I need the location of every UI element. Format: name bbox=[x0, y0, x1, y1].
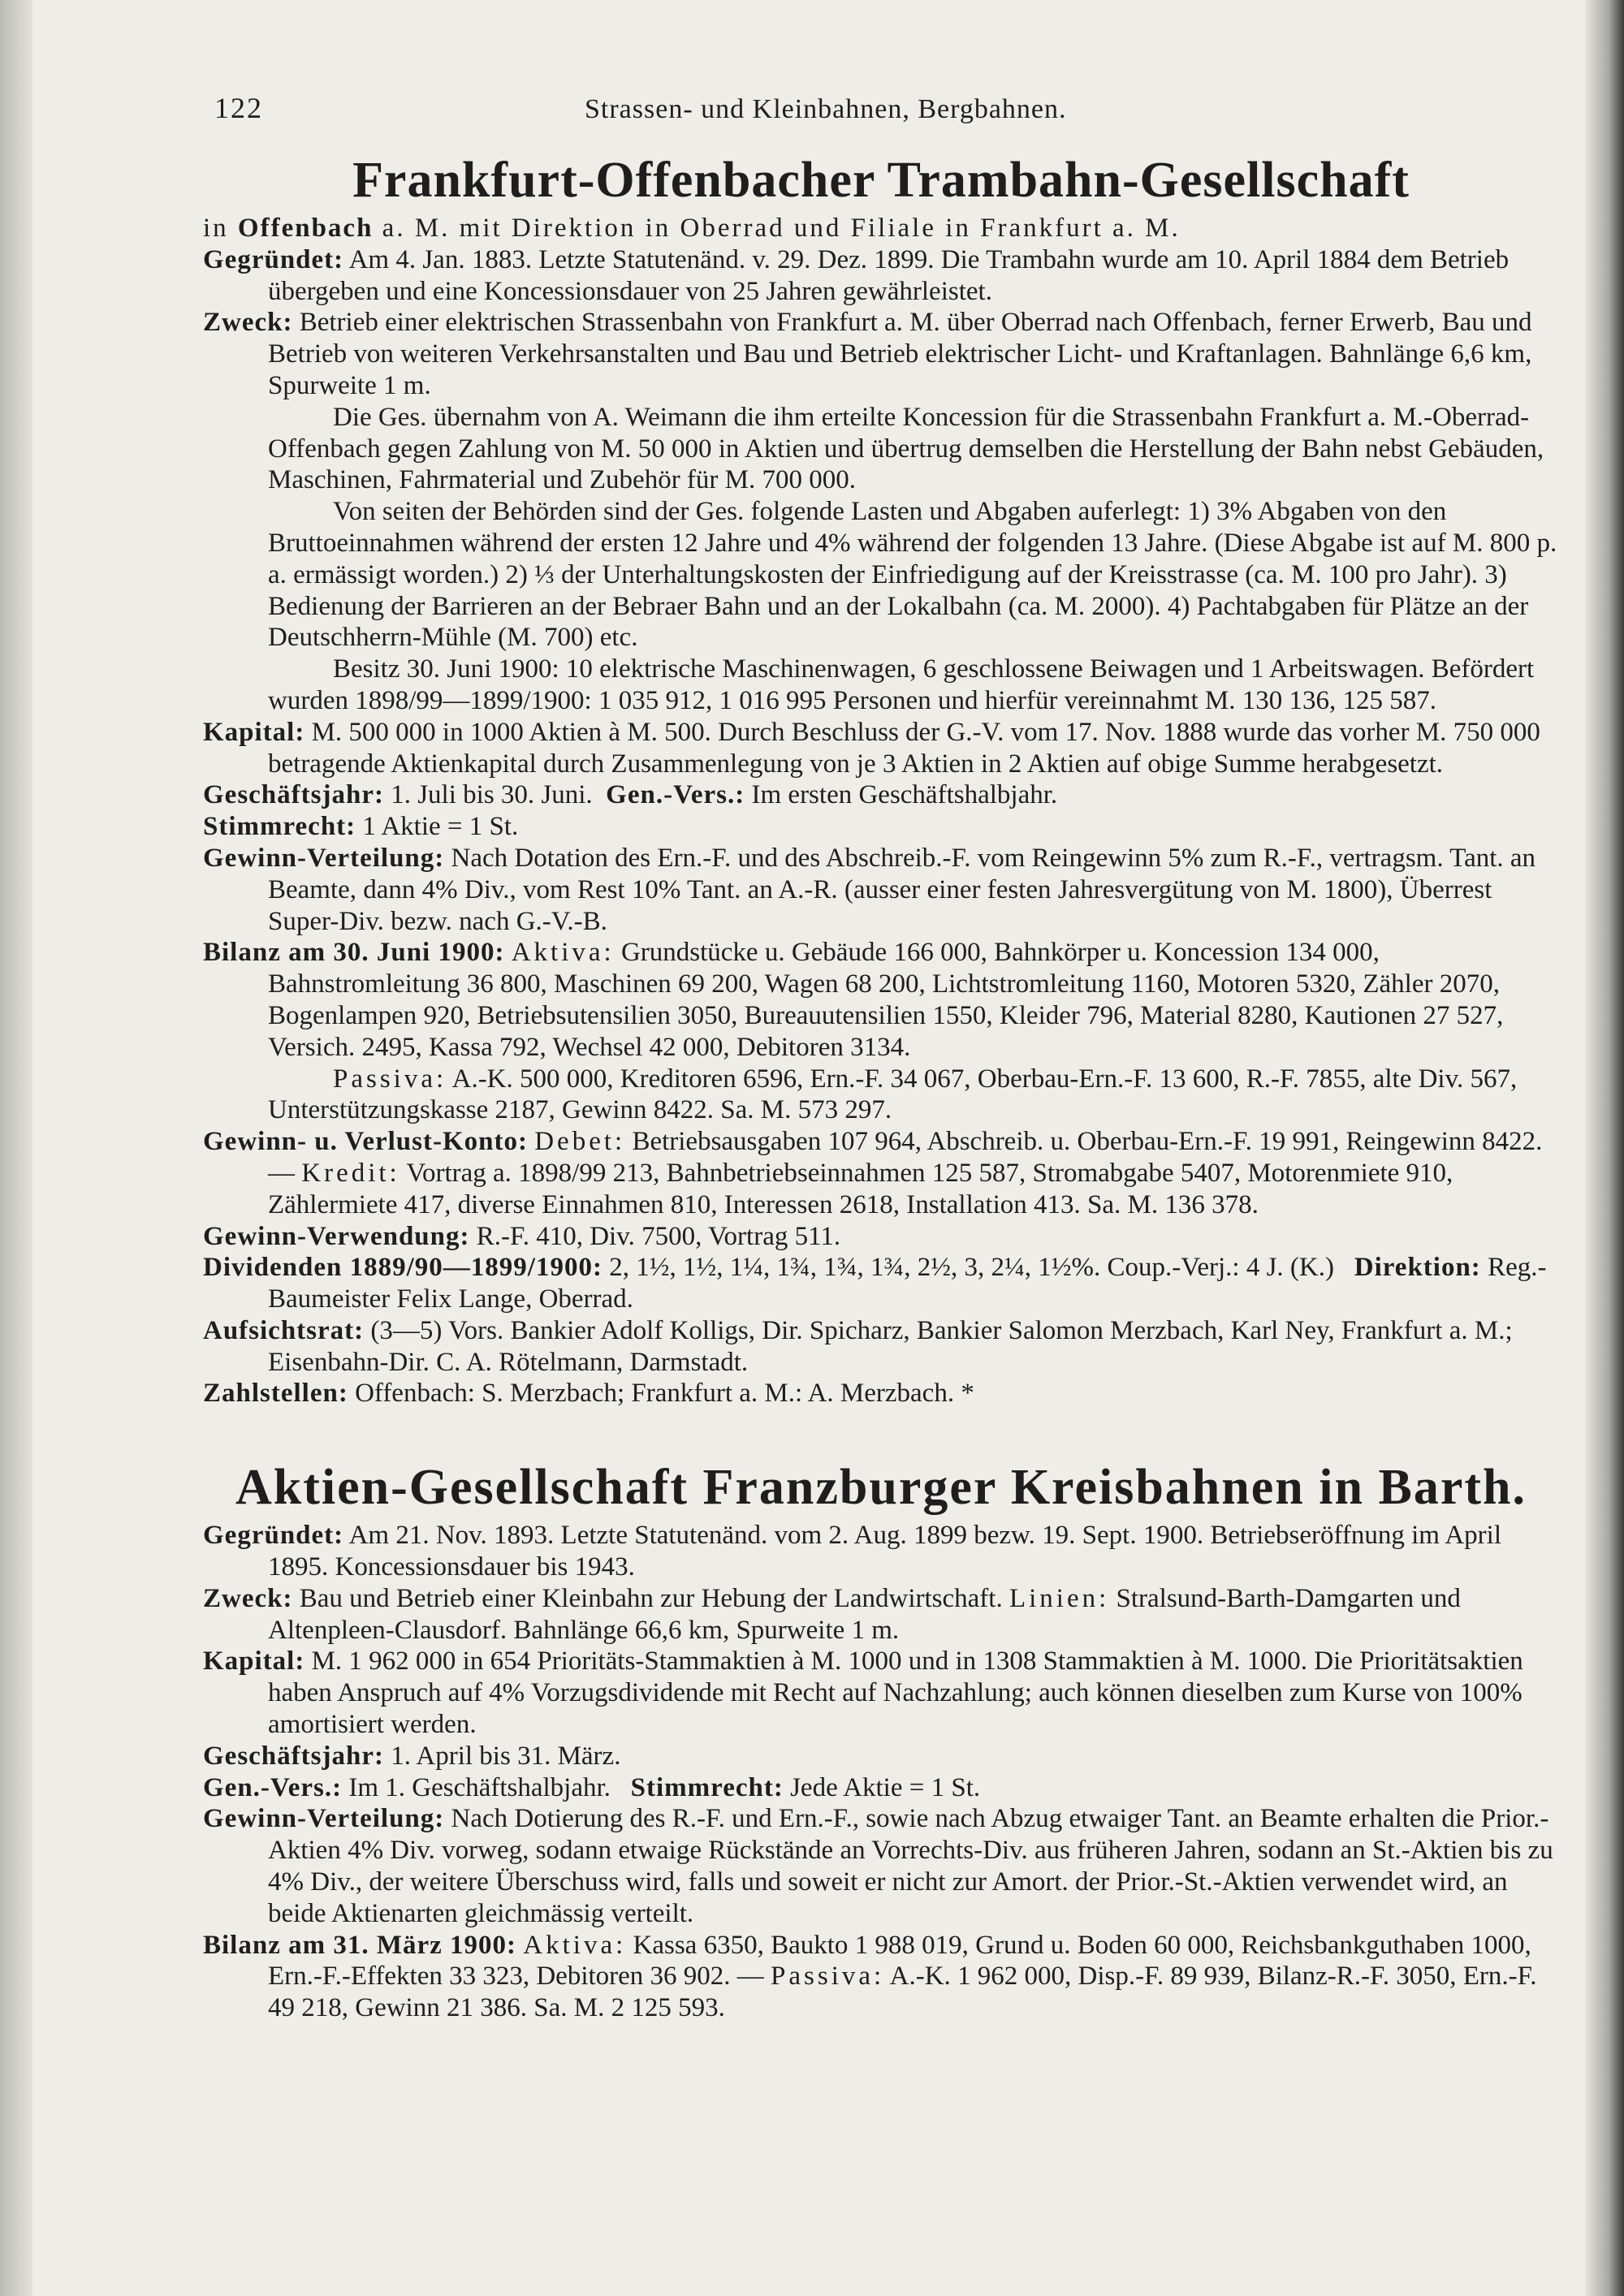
field-stimmrecht: Stimmrecht: 1 Aktie = 1 St. bbox=[203, 812, 519, 842]
paragraph-besitz: Besitz 30. Juni 1900: 10 elektrische Maschinenwagen, 6 geschlossene Beiwagen und 1 Arbeitswagen. Befördert wurden 1898/99—1899/1900: 1 035 912, 1 016 995 Personen und hierfür vereinnahmt M. 130 136, 125 587. bbox=[268, 654, 1535, 715]
label-stimmrecht: Stimmrecht: bbox=[630, 1772, 784, 1802]
page-number: 122 bbox=[214, 92, 263, 124]
field-bilanz-passiva: Passiva: A.-K. 500 000, Kreditoren 6596, Ern.-F. 34 067, Oberbau-Ern.-F. 13 600, R.-F. 7855, alte Div. 567, Unterstützungskasse 2187, Gewinn 8422. Sa. M. 573 297. bbox=[268, 1064, 1518, 1125]
paragraph-lasten: Von seiten der Behörden sind der Ges. folgende Lasten und Abgaben auferlegt: 1) 3% Abgaben von den Bruttoeinnahmen während der ersten 12 Jahre und 4% während der folgenden 13 Jahre. (Diese Abgabe ist auf M. 800 p. a. ermässigt worden.) 2) ⅓ der Unterhaltungskosten der Einfriedigung auf der Kreisstrasse (ca. M. 100 pro Jahr). 3) Bedienung der Barrieren an der Bebraer Bahn und an der Lokalbahn (ca. M. 2000). 4) Pachtabgaben für Plätze an der Deutschherrn-Mühle (M. 700) etc. bbox=[268, 497, 1557, 653]
label-direktion: Direktion: bbox=[1354, 1253, 1481, 1283]
field-gewinn-verlust-konto: Gewinn- u. Verlust-Konto: Debet: Betriebsausgaben 107 964, Abschreib. u. Oberbau-Ern.-F. 19 991, Reingewinn 8422. — Kredit: Vortrag a. 1898/99 213, Bahnbetriebseinnahmen 125 587, Stromabgabe 5407, Motorenmiete 910, Zählermiete 417, diverse Einnahmen 810, Interessen 2618, Installation 413. Sa. M. 136 378. bbox=[203, 1127, 1543, 1219]
field-kapital: Kapital: M. 1 962 000 in 654 Prioritäts-Stammaktien à M. 1000 und in 1308 Stammaktien à M. 1000. Die Prioritätsaktien haben Anspruch auf 4% Vorzugsdividende mit Recht auf Nachzahlung; auch können dieselben zum Kurse von 100% amortisiert werden. bbox=[203, 1646, 1523, 1740]
company-city: Offenbach bbox=[237, 214, 374, 243]
company-location: in Offenbach a. M. mit Direktion in Oberrad und Filiale in Frankfurt a. M. bbox=[203, 214, 1181, 243]
paragraph-koncession: Die Ges. übernahm von A. Weimann die ihm erteilte Koncession für die Strassenbahn Frankfurt a. M.-Oberrad-Offenbach gegen Zahlung von M. 50 000 in Aktien und übertrug demselben die Herstellung der Bahn nebst Gebäuden, Maschinen, Fahrmaterial und Zubehör für M. 700 000. bbox=[268, 402, 1544, 495]
page-header bbox=[203, 89, 1559, 138]
field-zahlstellen: Zahlstellen: Offenbach: S. Merzbach; Frankfurt a. M.: A. Merzbach. * bbox=[203, 1379, 974, 1409]
field-gegruendet: Gegründet: Am 21. Nov. 1893. Letzte Statutenänd. vom 2. Aug. 1899 bezw. 19. Sept. 1900. Betriebseröffnung im April 1895. Koncessionsdauer bis 1943. bbox=[203, 1521, 1502, 1582]
field-aufsichtsrat: Aufsichtsrat: (3—5) Vors. Bankier Adolf Kolligs, Dir. Spicharz, Bankier Salomon Merzbach, Karl Ney, Frankfurt a. M.; Eisenbahn-Dir. C. A. Rötelmann, Darmstadt. bbox=[203, 1315, 1513, 1377]
field-dividenden: Dividenden 1889/90—1899/1900: 2, 1½, 1½, 1¼, 1¾, 1¾, 1¾, 2½, 3, 2¼, 1½%. Coup.-Verj.: 4 J. (K.) Direktion: Reg.-Baumeister Felix Lange, Oberrad. bbox=[203, 1253, 1547, 1314]
label-gen-vers: Gen.-Vers.: bbox=[606, 780, 745, 810]
field-zweck: Zweck: Bau und Betrieb einer Kleinbahn zur Hebung der Landwirtschaft. Linien: Stralsund-Barth-Damgarten und Altenpleen-Clausdorf. Bahnlänge 66,6 km, Spurweite 1 m. bbox=[203, 1583, 1461, 1645]
page-content bbox=[203, 89, 1559, 2024]
page-edge-shadow bbox=[1585, 0, 1624, 2296]
field-kapital: Kapital: M. 500 000 in 1000 Aktien à M. 500. Durch Beschluss der G.-V. vom 17. Nov. 1888 wurde das vorher M. 750 000 betragende Aktienkapital durch Zusammenlegung von je 3 Aktien in 2 Aktien auf obige Summe herabgesetzt. bbox=[203, 717, 1540, 779]
company-title: Aktien-Gesellschaft Franzburger Kreisbahnen in Barth. bbox=[235, 1460, 1527, 1516]
binding-gutter-shadow bbox=[0, 0, 32, 2296]
field-geschaeftsjahr: Geschäftsjahr: 1. April bis 31. März. bbox=[203, 1741, 621, 1771]
field-gewinn-verwendung: Gewinn-Verwendung: R.-F. 410, Div. 7500, Vortrag 511. bbox=[203, 1221, 841, 1251]
field-gewinn-verteilung: Gewinn-Verteilung: Nach Dotierung des R.-F. und Ern.-F., sowie nach Abzug etwaiger Tant. an Beamte erhalten die Prior.-Aktien 4% Div. vorweg, sodann etwaige Rückstände an Vorrechts-Div. aus früheren Jahren, sodann an St.-Aktien bis zu 4% Div., der weitere Überschuss wird, falls und soweit er nicht zur Amort. der Prior.-St.-Aktien verwendet wird, an beide Aktienarten gleichmässig verteilt. bbox=[203, 1804, 1553, 1928]
company-entry-franzburger-kreisbahnen bbox=[203, 1457, 1559, 2024]
field-zweck: Zweck: Betrieb einer elektrischen Strassenbahn von Frankfurt a. M. über Oberrad nach Offenbach, ferner Erwerb, Bau und Betrieb von weiteren Verkehrsanstalten und Bau und Betrieb elektrischer Licht- und Kraftanlagen. Bahnlänge 6,6 km, Spurweite 1 m. bbox=[203, 308, 1532, 400]
field-bilanz: Bilanz am 31. März 1900: Aktiva: Kassa 6350, Baukto 1 988 019, Grund u. Boden 60 000, Reichsbankguthaben 1000, Ern.-F.-Effekten 33 323, Debitoren 36 902. — Passiva: A.-K. 1 962 000, Disp.-F. 89 939, Bilanz-R.-F. 3050, Ern.-F. 49 218, Gewinn 21 386. Sa. M. 2 125 593. bbox=[203, 1930, 1537, 2023]
company-entry-frankfurt-offenbacher bbox=[203, 149, 1559, 1409]
field-gewinn-verteilung: Gewinn-Verteilung: Nach Dotation des Ern.-F. und des Abschreib.-F. vom Reingewinn 5% zum R.-F., vertragsm. Tant. an Beamte, dann 4% Div., vom Rest 10% Tant. an A.-R. (ausser einer festen Jahresvergütung von M. 1800), Überrest Super-Div. bezw. nach G.-V.-B. bbox=[203, 843, 1536, 936]
field-gegruendet: Gegründet: Am 4. Jan. 1883. Letzte Statutenänd. v. 29. Dez. 1899. Die Trambahn wurde am 10. April 1884 dem Betrieb übergeben und eine Koncessionsdauer von 25 Jahren gewährleistet. bbox=[203, 244, 1510, 306]
field-gen-vers: Gen.-Vers.: Im 1. Geschäftshalbjahr. Stimmrecht: Jede Aktie = 1 St. bbox=[203, 1772, 981, 1802]
field-bilanz: Bilanz am 30. Juni 1900: Aktiva: Grundstücke u. Gebäude 166 000, Bahnkörper u. Koncession 134 000, Bahnstromleitung 36 800, Maschinen 69 200, Wagen 68 200, Lichtstromleitung 1160, Motoren 5320, Zähler 2070, Bogenlampen 920, Betriebsutensilien 3050, Bureauutensilien 1550, Kleider 796, Material 8280, Kautionen 27 527, Versich. 2495, Kassa 792, Wechsel 42 000, Debitoren 3134. bbox=[203, 938, 1504, 1062]
field-geschaeftsjahr: Geschäftsjahr: 1. Juli bis 30. Juni. Gen.-Vers.: Im ersten Geschäftshalbjahr. bbox=[203, 780, 1058, 810]
running-head: Strassen- und Kleinbahnen, Bergbahnen. bbox=[585, 94, 1067, 124]
company-title: Frankfurt-Offenbacher Trambahn-Gesellschaft bbox=[352, 153, 1410, 208]
